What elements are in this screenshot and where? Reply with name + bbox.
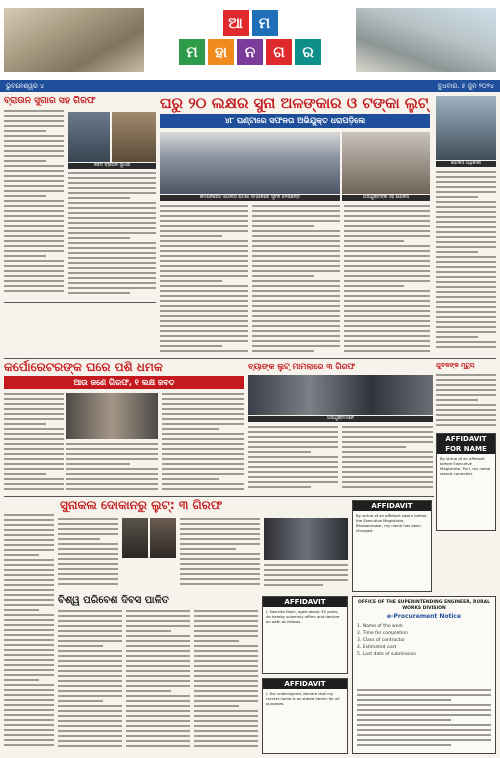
affidavit-title: AFFIDAVIT xyxy=(353,501,431,511)
right-headline: ଯୁବକଙ୍କ ମୃତ୍ୟୁ xyxy=(436,362,475,369)
story5-headline: ସୁନାକଲ ଦୋକାନରୁ ଲୁଟ୍: ୩ ଗିରଫ xyxy=(60,498,223,512)
tender-row: 4. Estimated cost xyxy=(357,645,397,650)
story6-headline: ବିଶ୍ୱ ପରିବେଶ ଦିବସ ପାଳିତ xyxy=(58,595,169,606)
story3-body-3 xyxy=(162,393,244,493)
affidavit-box xyxy=(262,678,348,754)
story2-caption-2: ଅଭିଯୁକ୍ତଙ୍କ ସହ ପୋଲିସ xyxy=(342,195,430,201)
masthead xyxy=(0,0,500,92)
dateline-bar xyxy=(0,80,500,92)
tender-row: 5. Last date of submission xyxy=(357,652,417,657)
masthead-title xyxy=(150,10,350,68)
story6-body-2 xyxy=(126,610,190,754)
story1-photo-a xyxy=(68,112,110,162)
title-tile: ମ xyxy=(252,10,278,36)
title-tile: ଆ xyxy=(223,10,249,36)
story1-body xyxy=(4,110,64,300)
story2-accused-photo xyxy=(342,132,430,194)
date-label: ବୁଧବାର, ୫ ଜୁନ ୨୦୨୪ xyxy=(437,81,494,90)
affidavit-body: By virtue of an affidavit sworn before the Executive Magistrate, Bhubaneswar, my name has been changed. xyxy=(356,513,427,533)
tender-row: 1. Name of the work xyxy=(357,624,403,629)
title-tile: ର xyxy=(295,39,321,65)
story2-caption: କମିଶନରେଟ ପୋଲିସ ଘଟଣା ସମ୍ପର୍କରେ ସୂଚନା ଦେଉଛନ୍ତି xyxy=(160,195,340,201)
story2-body-col2 xyxy=(252,205,340,355)
tender-table xyxy=(357,689,491,749)
story5-body-2 xyxy=(58,518,118,590)
story2-body-col1 xyxy=(160,205,248,355)
tender-row: 2. Time for completion xyxy=(357,631,408,636)
story5-body-4 xyxy=(264,564,348,592)
divider xyxy=(4,302,156,303)
story5-body-3 xyxy=(180,518,260,590)
story2-subhead: ୪୮ ଘଣ୍ଟାରେ ସଫଳତା ଅଭିଯୁକ୍ତ ଧରାପଡ଼ିଲେ xyxy=(160,114,430,128)
right-body xyxy=(436,171,496,355)
right-caption: ପୋଲିସ ଅଧିକାରୀ xyxy=(436,161,496,167)
story4-caption: ଅଭିଯୁକ୍ତମାନେ xyxy=(248,416,433,422)
affidavit-title: AFFIDAVIT xyxy=(263,679,347,689)
right-photo xyxy=(436,96,496,160)
story6-body xyxy=(58,610,122,754)
tender-title: e-Procurement Notice xyxy=(386,613,462,620)
story5-photo-3 xyxy=(264,518,348,560)
story1-caption: ଜବତ ବ୍ରାଉନ ସୁଗାର xyxy=(68,163,156,169)
story1-photo-b xyxy=(112,112,156,162)
tender-org: OFFICE OF THE SUPERINTENDING ENGINEER, RURAL WORKS DIVISION xyxy=(358,600,490,611)
story6-body-3 xyxy=(194,610,258,754)
story3-photo xyxy=(66,393,158,439)
affidavit-body: I, the undersigned, declare that my correct name is as stated herein for all purposes. xyxy=(266,691,340,706)
story3-subhead: ଆଉ ଜଣେ ଗିରଫ, ୧ ଲକ୍ଷ ଜବତ xyxy=(4,376,244,389)
story5-body xyxy=(4,514,54,754)
story2-body-col3 xyxy=(344,205,430,355)
affidavit-title: AFFIDAVIT FOR NAME xyxy=(437,434,495,454)
affidavit-title: AFFIDAVIT xyxy=(263,597,347,607)
tender-notice xyxy=(352,596,496,754)
story2-press-photo xyxy=(160,132,340,194)
affidavit-box xyxy=(436,433,496,531)
story1-body-2 xyxy=(68,172,156,300)
story3-body-2 xyxy=(66,443,158,493)
divider xyxy=(4,358,496,359)
story5-photo-2 xyxy=(150,518,176,558)
title-tile: ମ xyxy=(179,39,205,65)
affidavit-body: I, Sasmita Dash, aged about 35 years, do hereby solemnly affirm and declare on oath as follows. xyxy=(266,609,340,624)
story2-headline: ଘରୁ ୨୦ ଲକ୍ଷର ସୁନା ଅଳଙ୍କାର ଓ ଟଙ୍କା ଲୁଟ୍ xyxy=(160,94,429,112)
story4-body xyxy=(248,426,338,494)
title-tile: ନ xyxy=(237,39,263,65)
story3-headline: କର୍ପୋରେଟରଙ୍କ ଘରେ ପଶି ଧମକ xyxy=(4,360,163,374)
story3-body xyxy=(4,393,64,493)
story5-photo-1 xyxy=(122,518,148,558)
divider xyxy=(4,496,434,497)
right-body-2 xyxy=(436,374,496,430)
city-photo xyxy=(356,8,496,72)
temple-photo xyxy=(4,8,144,72)
affidavit-box xyxy=(352,500,432,592)
affidavit-box xyxy=(262,596,348,674)
tender-row: 3. Class of contractor xyxy=(357,638,406,643)
story1-headline: ବ୍ରାଉନ ସୁଗାର ସହ ଗିରଫ xyxy=(4,96,96,106)
title-tile: ଗ xyxy=(266,39,292,65)
edition-label: ଭୁବନେଶ୍ୱର ୪ xyxy=(6,81,45,90)
affidavit-body: By virtue of an affidavit before Executive Magistrate, Puri, my name stands corrected. xyxy=(440,456,491,476)
story4-photo xyxy=(248,375,433,415)
story4-headline: ବ୍ୟାଙ୍କ ଲୁଟ୍ ମାମଲାରେ ୩ ଗିରଫ xyxy=(248,362,356,371)
story4-body-2 xyxy=(342,426,433,494)
title-tile: ହା xyxy=(208,39,234,65)
